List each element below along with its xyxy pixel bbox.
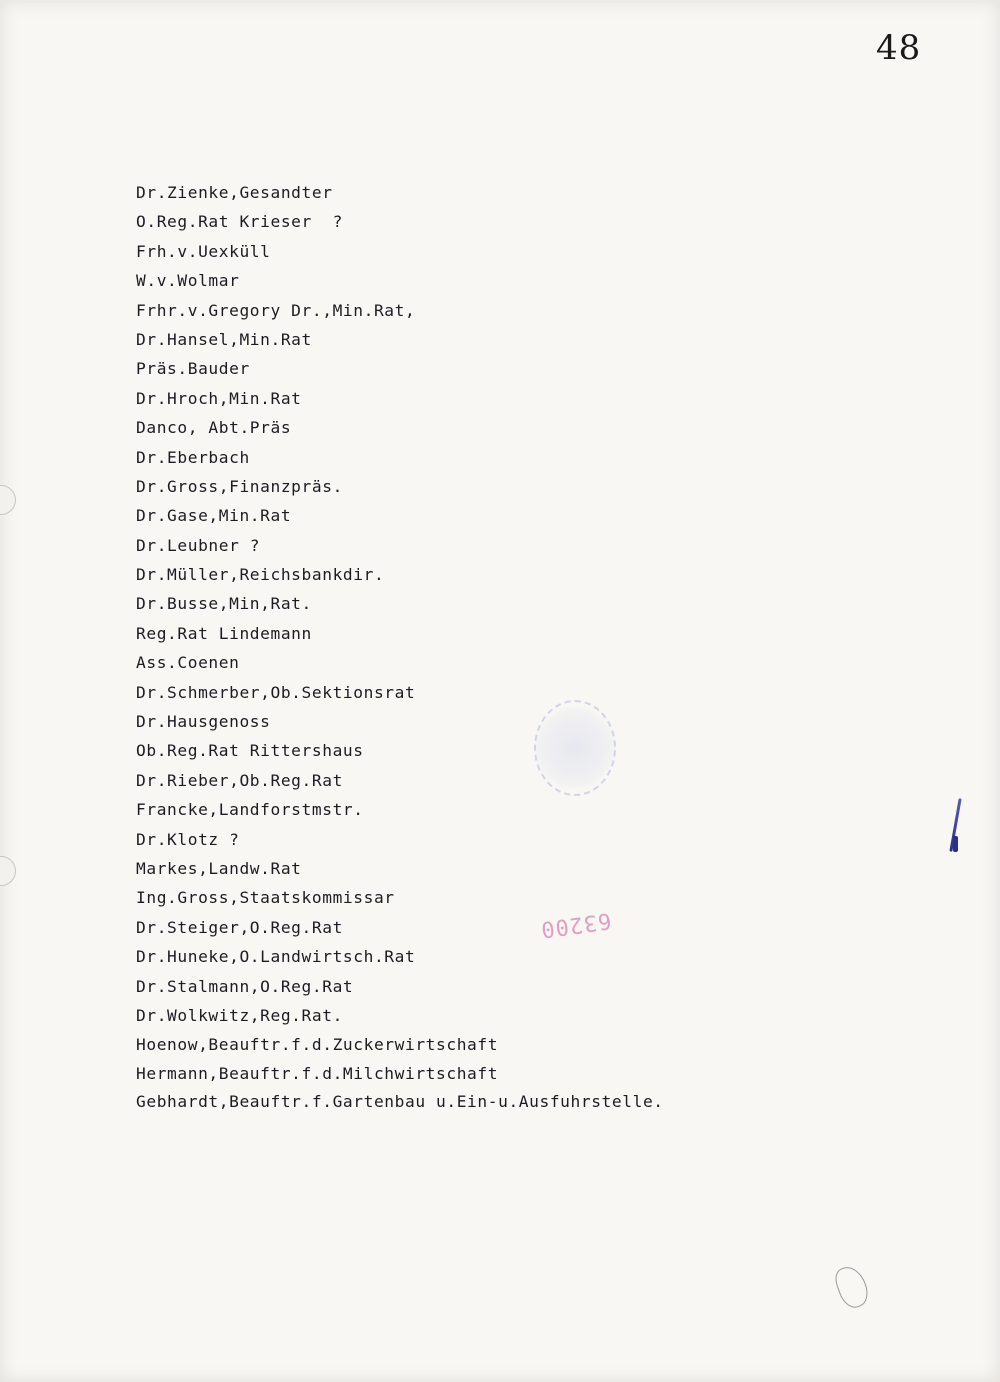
archive-stamp bbox=[534, 700, 616, 796]
list-item: Markes,Landw.Rat bbox=[136, 858, 302, 878]
list-item: Ing.Gross,Staatskommissar bbox=[136, 888, 395, 908]
list-item: Hoenow,Beauftr.f.d.Zuckerwirtschaft bbox=[136, 1035, 499, 1055]
list-item: Dr.Steiger,O.Reg.Rat bbox=[136, 917, 343, 937]
list-item: Dr.Schmerber,Ob.Sektionsrat bbox=[136, 682, 416, 702]
list-item: Dr.Hausgenoss bbox=[136, 712, 271, 732]
list-item: Dr.Busse,Min,Rat. bbox=[136, 594, 312, 614]
list-item: Dr.Klotz ? bbox=[136, 829, 240, 849]
list-item: Dr.Leubner ? bbox=[136, 535, 261, 555]
list-item: Frh.v.Uexküll bbox=[136, 241, 271, 261]
list-item: Präs.Bauder bbox=[136, 359, 250, 379]
list-item: Dr.Gross,Finanzpräs. bbox=[136, 476, 343, 496]
names-list bbox=[136, 178, 664, 1119]
page-number: 48 bbox=[876, 28, 922, 68]
list-item: Gebhardt,Beauftr.f.Gartenbau u.Ein-u.Ausfuhrstelle. bbox=[136, 1092, 664, 1112]
list-item: Dr.Wolkwitz,Reg.Rat. bbox=[136, 1005, 343, 1025]
list-item: O.Reg.Rat Krieser ? bbox=[136, 212, 343, 232]
list-item: Dr.Zienke,Gesandter bbox=[136, 183, 333, 202]
list-item: Danco, Abt.Präs bbox=[136, 418, 292, 438]
punch-hole-top bbox=[0, 485, 16, 515]
archive-number: 63200 bbox=[538, 907, 613, 942]
list-item: Dr.Stalmann,O.Reg.Rat bbox=[136, 976, 354, 996]
list-item: Dr.Hansel,Min.Rat bbox=[136, 329, 312, 349]
list-item: Frhr.v.Gregory Dr.,Min.Rat, bbox=[136, 300, 416, 320]
list-item: Reg.Rat Lindemann bbox=[136, 623, 312, 643]
list-item: Dr.Hroch,Min.Rat bbox=[136, 388, 302, 408]
list-item: Dr.Gase,Min.Rat bbox=[136, 506, 292, 526]
pencil-mark-tip bbox=[953, 836, 958, 852]
list-item: Dr.Müller,Reichsbankdir. bbox=[136, 565, 385, 585]
list-item: Dr.Rieber,Ob.Reg.Rat bbox=[136, 770, 343, 790]
list-item: Ass.Coenen bbox=[136, 653, 240, 673]
list-item: W.v.Wolmar bbox=[136, 271, 240, 291]
ink-smudge bbox=[832, 1262, 873, 1311]
list-item: Hermann,Beauftr.f.d.Milchwirtschaft bbox=[136, 1063, 499, 1083]
list-item: Dr.Huneke,O.Landwirtsch.Rat bbox=[136, 947, 416, 967]
punch-hole-bottom bbox=[0, 856, 16, 886]
list-item: Dr.Eberbach bbox=[136, 447, 250, 467]
list-item: Francke,Landforstmstr. bbox=[136, 800, 364, 820]
list-item: Ob.Reg.Rat Rittershaus bbox=[136, 741, 364, 761]
